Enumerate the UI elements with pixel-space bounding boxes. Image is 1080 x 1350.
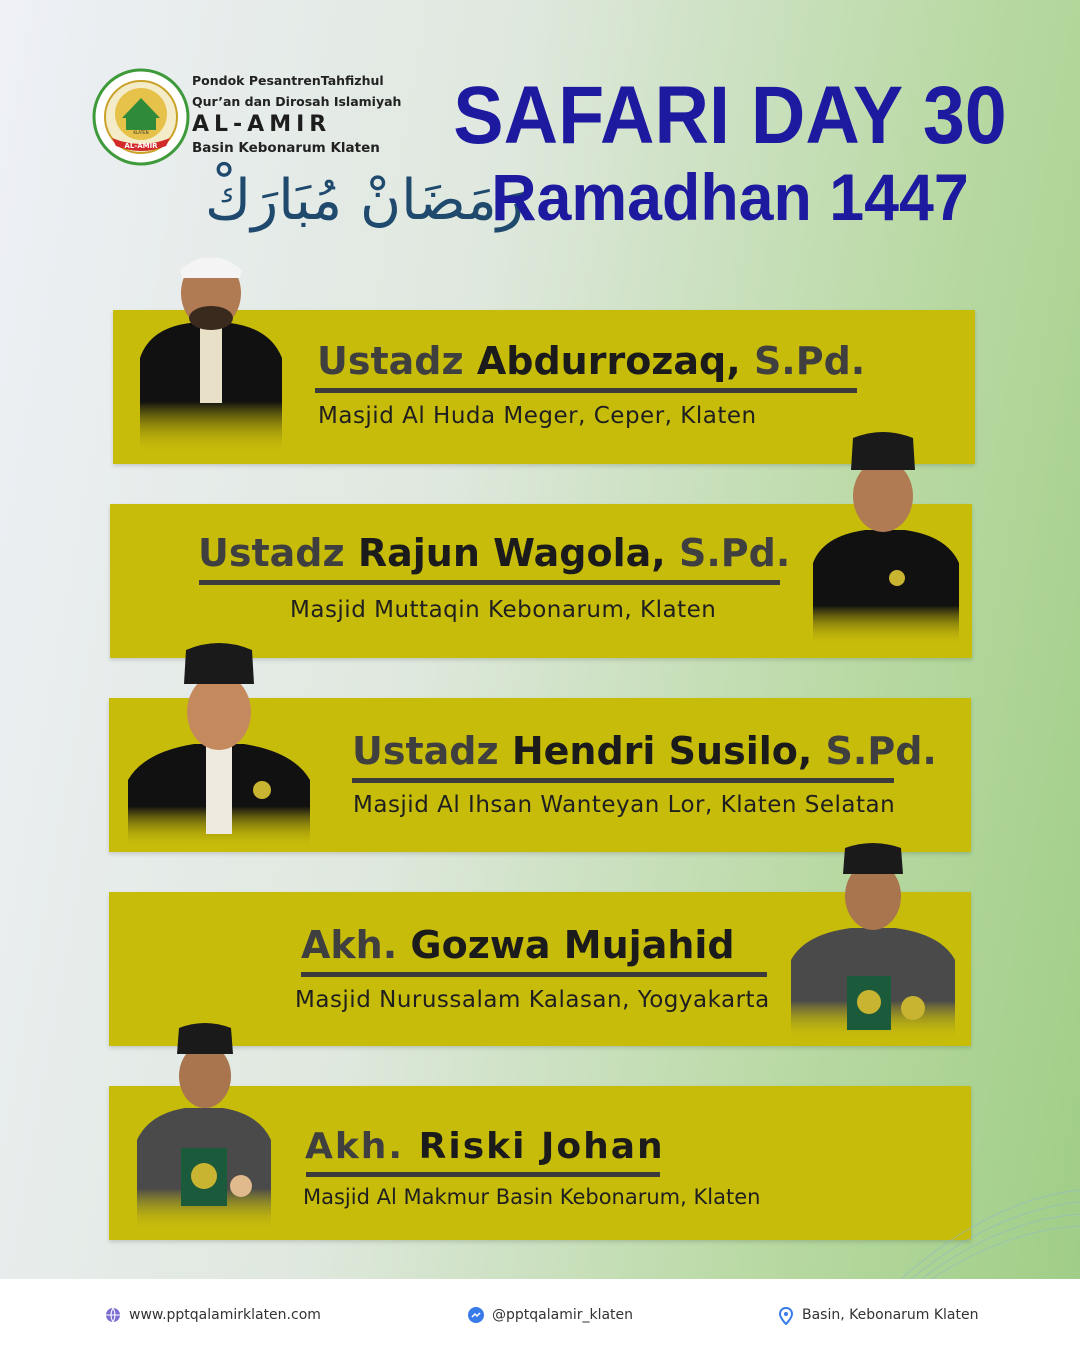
- speaker-photo-4: [785, 840, 960, 1040]
- decorative-curves: [900, 1080, 1080, 1280]
- speaker-name: Ustadz Rajun Wagola, S.Pd.: [198, 531, 791, 575]
- title-block: [420, 70, 1040, 232]
- speaker-photo-2: [805, 428, 965, 646]
- title-line-2: Ramadhan 1447: [491, 160, 969, 234]
- speaker-location: Masjid Al Makmur Basin Kebonarum, Klaten: [303, 1185, 761, 1209]
- social-handle: @pptqalamir_klaten: [492, 1307, 634, 1323]
- speaker-photo-3: [124, 640, 314, 848]
- speaker-location: Masjid Al Huda Meger, Ceper, Klaten: [318, 403, 757, 429]
- logo-center-text: KLATEN: [133, 130, 149, 135]
- speaker-photo-1: [130, 248, 290, 454]
- messenger-icon: [468, 1307, 484, 1323]
- org-line-2: Qur’an dan Dirosah Islamiyah: [192, 94, 402, 109]
- name-underline: [352, 778, 894, 783]
- ramadan-mubarak-calligraphy: رَمَضَانْ مُبَارَكْ: [205, 168, 524, 233]
- speaker-location: Masjid Al Ihsan Wanteyan Lor, Klaten Selatan: [353, 792, 896, 818]
- speaker-name: Akh. Riski Johan: [305, 1126, 665, 1167]
- name-underline: [306, 1172, 660, 1177]
- footer-address[interactable]: [778, 1307, 978, 1323]
- org-name: AL-AMIR: [192, 112, 332, 137]
- org-line-1: Pondok PesantrenTahfizhul: [192, 73, 384, 88]
- website-text: www.pptqalamirklaten.com: [129, 1307, 321, 1323]
- speaker-location: Masjid Muttaqin Kebonarum, Klaten: [290, 597, 717, 623]
- speaker-location: Masjid Nurussalam Kalasan, Yogyakarta: [295, 987, 770, 1013]
- name-underline: [301, 972, 767, 977]
- speaker-photo-5: [135, 1020, 273, 1232]
- org-location: Basin Kebonarum Klaten: [192, 140, 380, 156]
- footer: [0, 1279, 1080, 1350]
- name-underline: [315, 388, 857, 393]
- location-pin-icon: [778, 1307, 794, 1323]
- logo-banner-text: AL-AMIR: [124, 142, 158, 150]
- footer-website[interactable]: [105, 1307, 321, 1323]
- title-line-1: SAFARI DAY 30: [453, 70, 1007, 161]
- address-text: Basin, Kebonarum Klaten: [802, 1307, 979, 1323]
- speaker-name: Ustadz Abdurrozaq, S.Pd.: [317, 339, 866, 383]
- speaker-name: Akh. Gozwa Mujahid: [301, 923, 735, 967]
- name-underline: [199, 580, 780, 585]
- al-amir-logo: [92, 68, 190, 166]
- organization-block: [192, 70, 412, 158]
- speaker-name: Ustadz Hendri Susilo, S.Pd.: [352, 729, 937, 773]
- footer-social[interactable]: [468, 1307, 633, 1323]
- globe-icon: [105, 1307, 121, 1323]
